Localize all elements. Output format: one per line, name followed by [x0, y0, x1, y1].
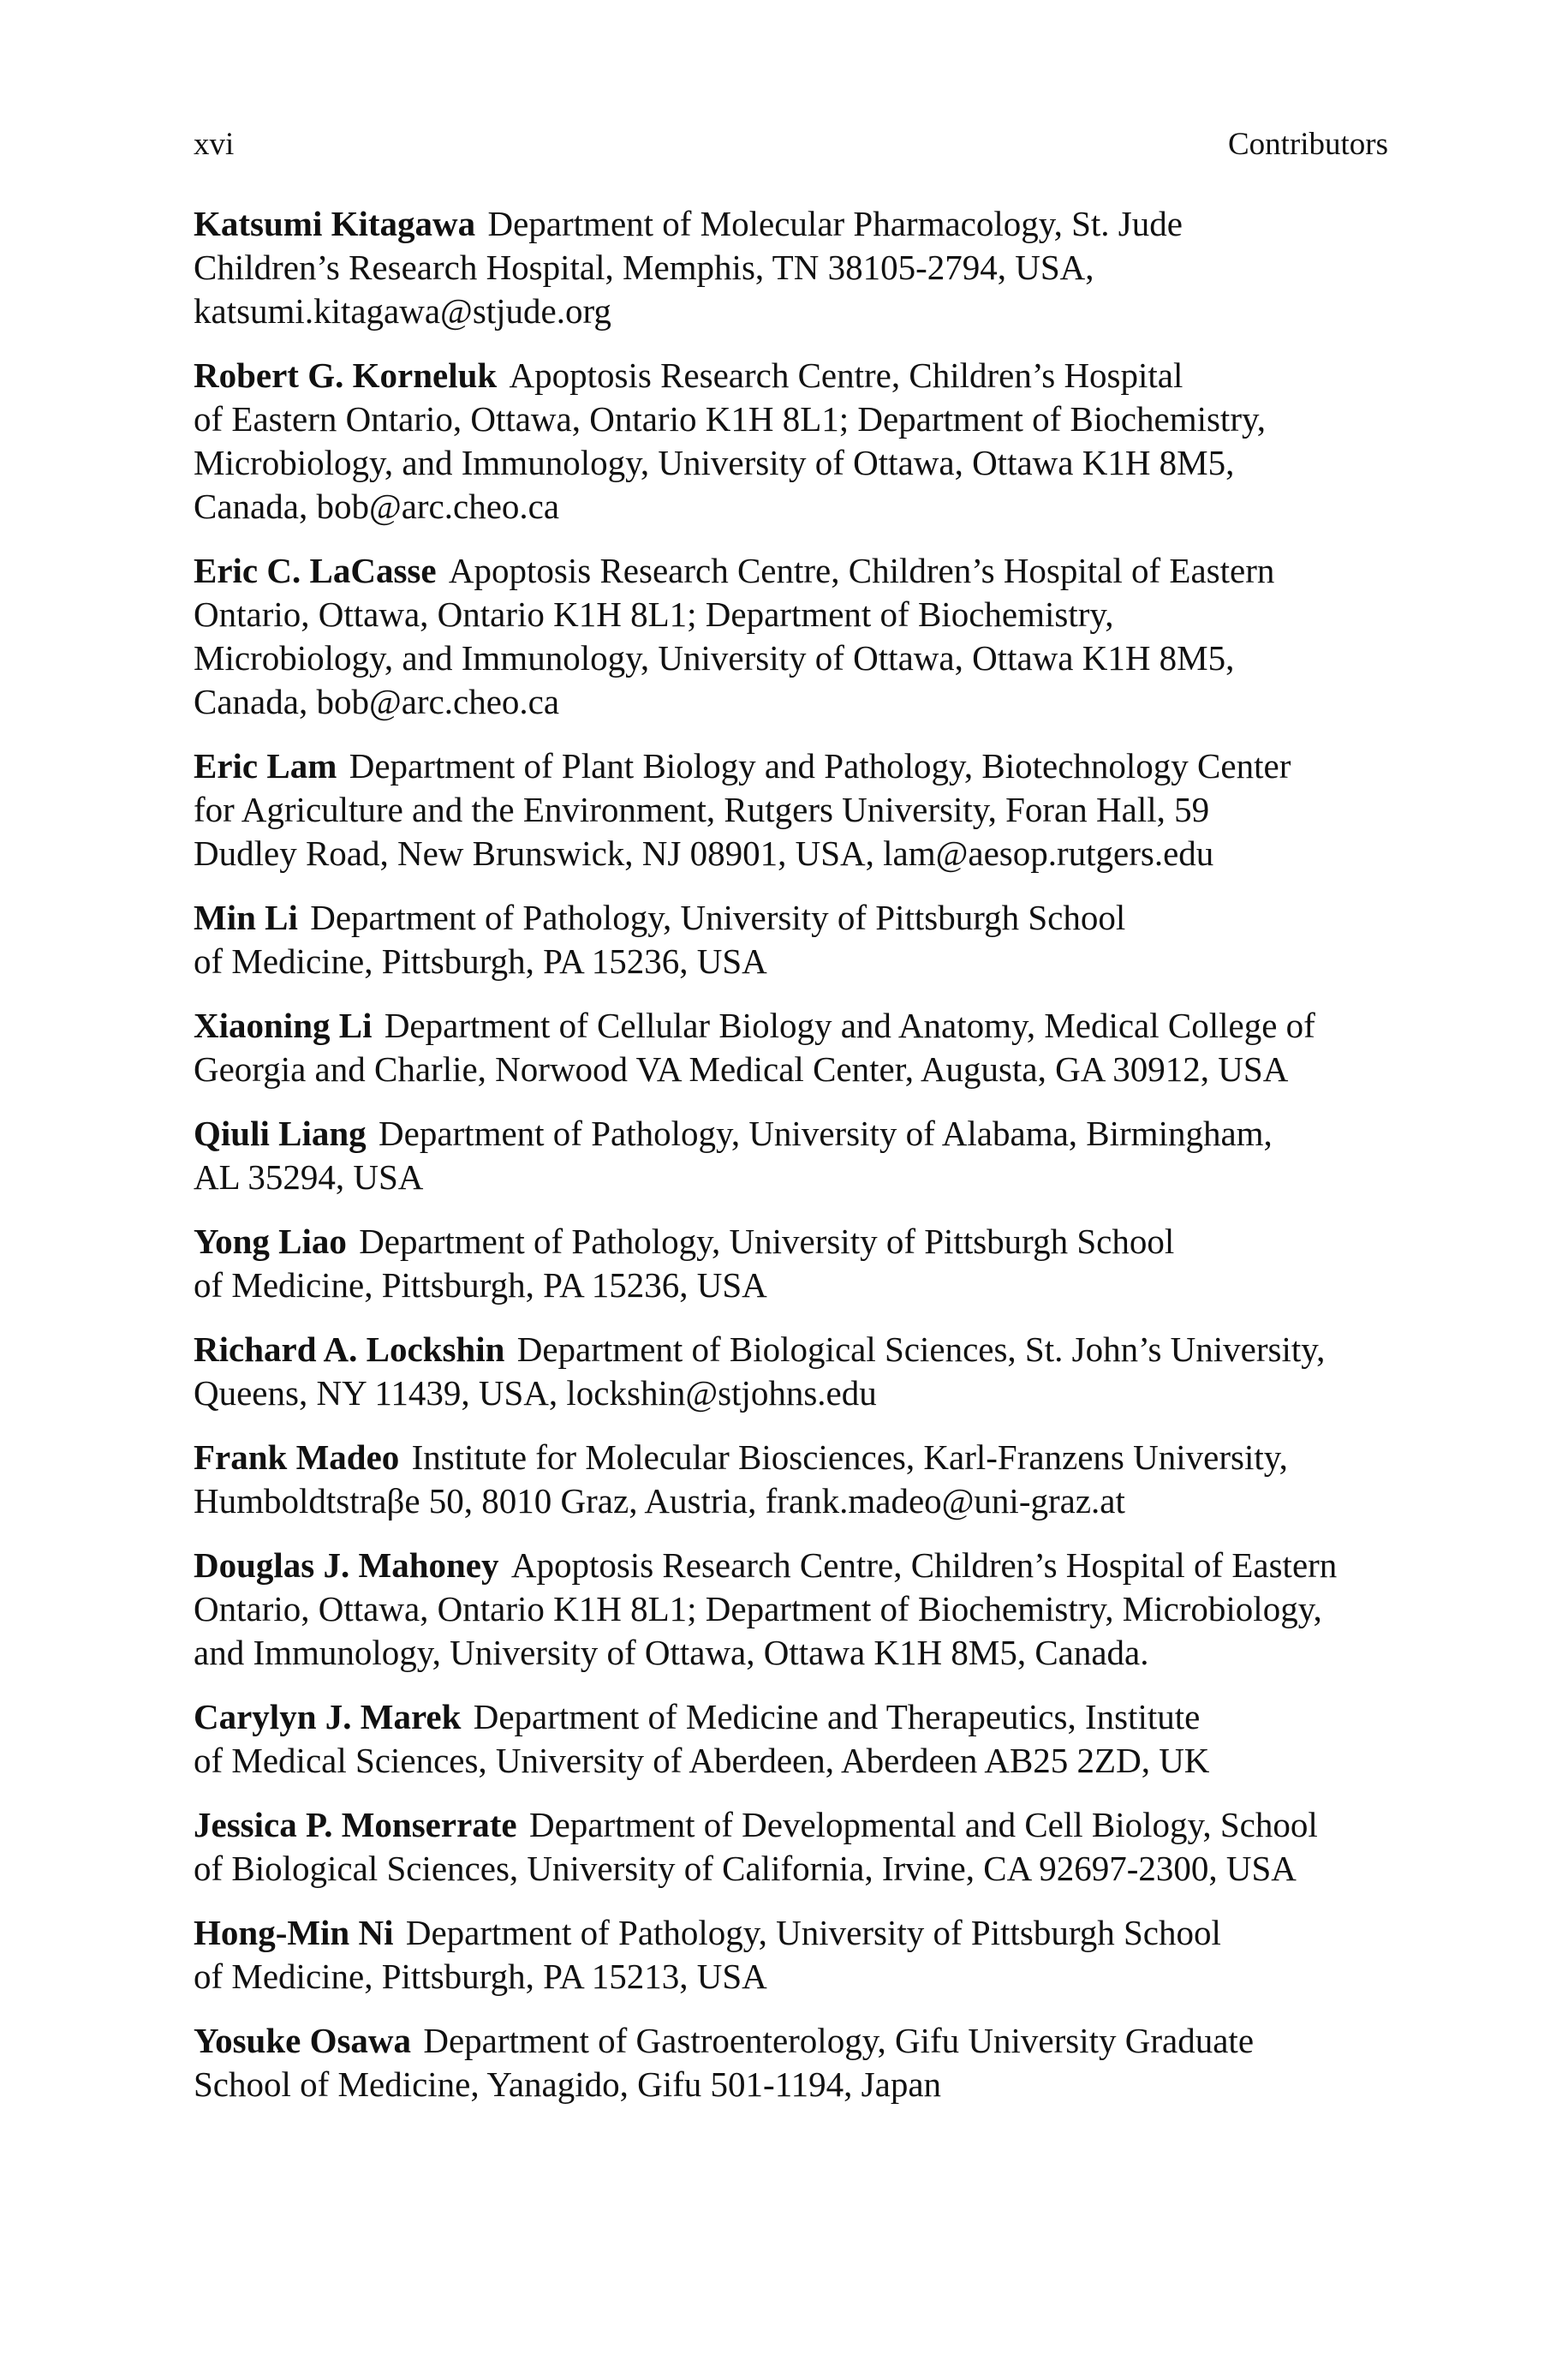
affiliation-line: Dudley Road, New Brunswick, NJ 08901, USA, lam@aesop.rutgers.edu	[194, 833, 1214, 873]
affiliation-text: Department of Plant Biology and Pathology, Biotechnology Center	[349, 746, 1291, 786]
affiliation-line	[194, 1911, 1401, 1955]
contributor-name: Min Li	[194, 898, 298, 937]
contributor-name: Carylyn J. Marek	[194, 1697, 462, 1736]
contributor-name: Jessica P. Monserrate	[194, 1805, 517, 1844]
affiliation-line	[194, 354, 1401, 397]
affiliation-text: Apoptosis Research Centre, Children’s Hospital of Eastern	[510, 1545, 1338, 1585]
affiliation-line	[194, 1112, 1401, 1156]
contributor-entry	[194, 2019, 1401, 2106]
contributor-entry	[194, 744, 1401, 875]
affiliation-text: Department of Cellular Biology and Anatomy, Medical College of	[384, 1006, 1315, 1045]
contributor-name: Xiaoning Li	[194, 1006, 373, 1045]
affiliation-text: Department of Developmental and Cell Biology, School	[528, 1805, 1318, 1844]
affiliation-line: of Medicine, Pittsburgh, PA 15236, USA	[194, 941, 767, 981]
affiliation-line: Canada, bob@arc.cheo.ca	[194, 682, 560, 721]
affiliation-line: of Medicine, Pittsburgh, PA 15236, USA	[194, 1265, 767, 1305]
affiliation-line	[194, 549, 1401, 593]
contributor-name: Yosuke Osawa	[194, 2021, 412, 2060]
contributor-entry	[194, 549, 1401, 724]
affiliation-text: Department of Medicine and Therapeutics, Institute	[473, 1697, 1201, 1736]
affiliation-line: Queens, NY 11439, USA, lockshin@stjohns.edu	[194, 1373, 877, 1413]
affiliation-line	[194, 1436, 1401, 1479]
affiliation-line	[194, 1220, 1401, 1264]
affiliation-line: Children’s Research Hospital, Memphis, TN 38105-2794, USA,	[194, 248, 1094, 287]
affiliation-line: Microbiology, and Immunology, University of Ottawa, Ottawa K1H 8M5,	[194, 638, 1235, 678]
contributor-entry	[194, 202, 1401, 333]
affiliation-text: Department of Pathology, University of Pittsburgh School	[310, 898, 1126, 937]
affiliation-line: Georgia and Charlie, Norwood VA Medical Center, Augusta, GA 30912, USA	[194, 1049, 1289, 1089]
affiliation-line: of Medical Sciences, University of Aberdeen, Aberdeen AB25 2ZD, UK	[194, 1741, 1210, 1780]
page-number: xvi	[194, 127, 235, 162]
affiliation-text: Department of Pathology, University of Alabama, Birmingham,	[379, 1114, 1273, 1153]
affiliation-line: Ontario, Ottawa, Ontario K1H 8L1; Department of Biochemistry, Microbiology,	[194, 1589, 1322, 1628]
contributor-name: Hong-Min Ni	[194, 1913, 394, 1952]
contributor-name: Frank Madeo	[194, 1437, 400, 1477]
affiliation-line: and Immunology, University of Ottawa, Ottawa K1H 8M5, Canada.	[194, 1633, 1149, 1672]
contributor-entry	[194, 1695, 1401, 1783]
contributor-entry	[194, 1220, 1401, 1307]
affiliation-line	[194, 896, 1401, 940]
affiliation-text: Apoptosis Research Centre, Children’s Hospital	[509, 356, 1183, 395]
affiliation-text: Department of Molecular Pharmacology, St. Jude	[487, 204, 1183, 243]
affiliation-line: Microbiology, and Immunology, University of Ottawa, Ottawa K1H 8M5,	[194, 443, 1235, 482]
affiliation-text: Apoptosis Research Centre, Children’s Hospital of Eastern	[448, 551, 1275, 590]
affiliation-line	[194, 1004, 1401, 1048]
affiliation-text: Department of Pathology, University of Pittsburgh School	[405, 1913, 1221, 1952]
contributor-name: Yong Liao	[194, 1222, 347, 1261]
contributor-name: Eric C. LaCasse	[194, 551, 437, 590]
affiliation-line: of Medicine, Pittsburgh, PA 15213, USA	[194, 1957, 767, 1996]
contributor-name: Katsumi Kitagawa	[194, 204, 476, 243]
affiliation-text: Department of Biological Sciences, St. John’s University,	[516, 1329, 1326, 1369]
contributors-list	[194, 202, 1401, 2127]
affiliation-line: of Eastern Ontario, Ottawa, Ontario K1H 8L1; Department of Biochemistry,	[194, 399, 1267, 439]
contributor-entry	[194, 1911, 1401, 1999]
affiliation-line: AL 35294, USA	[194, 1157, 424, 1197]
contributor-entry	[194, 896, 1401, 983]
contributor-entry	[194, 1803, 1401, 1891]
affiliation-line: Humboldtstraβe 50, 8010 Graz, Austria, frank.madeo@uni-graz.at	[194, 1481, 1125, 1521]
affiliation-line	[194, 744, 1401, 788]
affiliation-text: Institute for Molecular Biosciences, Karl-Franzens University,	[411, 1437, 1288, 1477]
affiliation-line: Canada, bob@arc.cheo.ca	[194, 487, 560, 526]
affiliation-line	[194, 2019, 1401, 2063]
contributor-entry	[194, 1112, 1401, 1199]
contributor-entry	[194, 354, 1401, 529]
affiliation-line	[194, 1544, 1401, 1587]
contributor-name: Eric Lam	[194, 746, 337, 786]
contributor-entry	[194, 1436, 1401, 1523]
affiliation-line: School of Medicine, Yanagido, Gifu 501-1194, Japan	[194, 2064, 942, 2104]
contributor-name: Douglas J. Mahoney	[194, 1545, 499, 1585]
contributor-name: Robert G. Korneluk	[194, 356, 498, 395]
affiliation-text: Department of Pathology, University of Pittsburgh School	[359, 1222, 1175, 1261]
affiliation-line: katsumi.kitagawa@stjude.org	[194, 291, 611, 331]
contributor-entry	[194, 1004, 1401, 1091]
affiliation-line	[194, 1695, 1401, 1739]
affiliation-text: Department of Gastroenterology, Gifu University Graduate	[423, 2021, 1255, 2060]
affiliation-line	[194, 1803, 1401, 1847]
contributor-name: Richard A. Lockshin	[194, 1329, 505, 1369]
affiliation-line: Ontario, Ottawa, Ontario K1H 8L1; Department of Biochemistry,	[194, 594, 1114, 634]
affiliation-line	[194, 202, 1401, 246]
running-head	[194, 123, 1388, 166]
affiliation-line: of Biological Sciences, University of California, Irvine, CA 92697-2300, USA	[194, 1849, 1297, 1888]
affiliation-line: for Agriculture and the Environment, Rutgers University, Foran Hall, 59	[194, 790, 1210, 829]
contributor-entry	[194, 1328, 1401, 1415]
contributor-entry	[194, 1544, 1401, 1675]
contributor-name: Qiuli Liang	[194, 1114, 367, 1153]
affiliation-line	[194, 1328, 1401, 1371]
section-title: Contributors	[1227, 127, 1388, 162]
